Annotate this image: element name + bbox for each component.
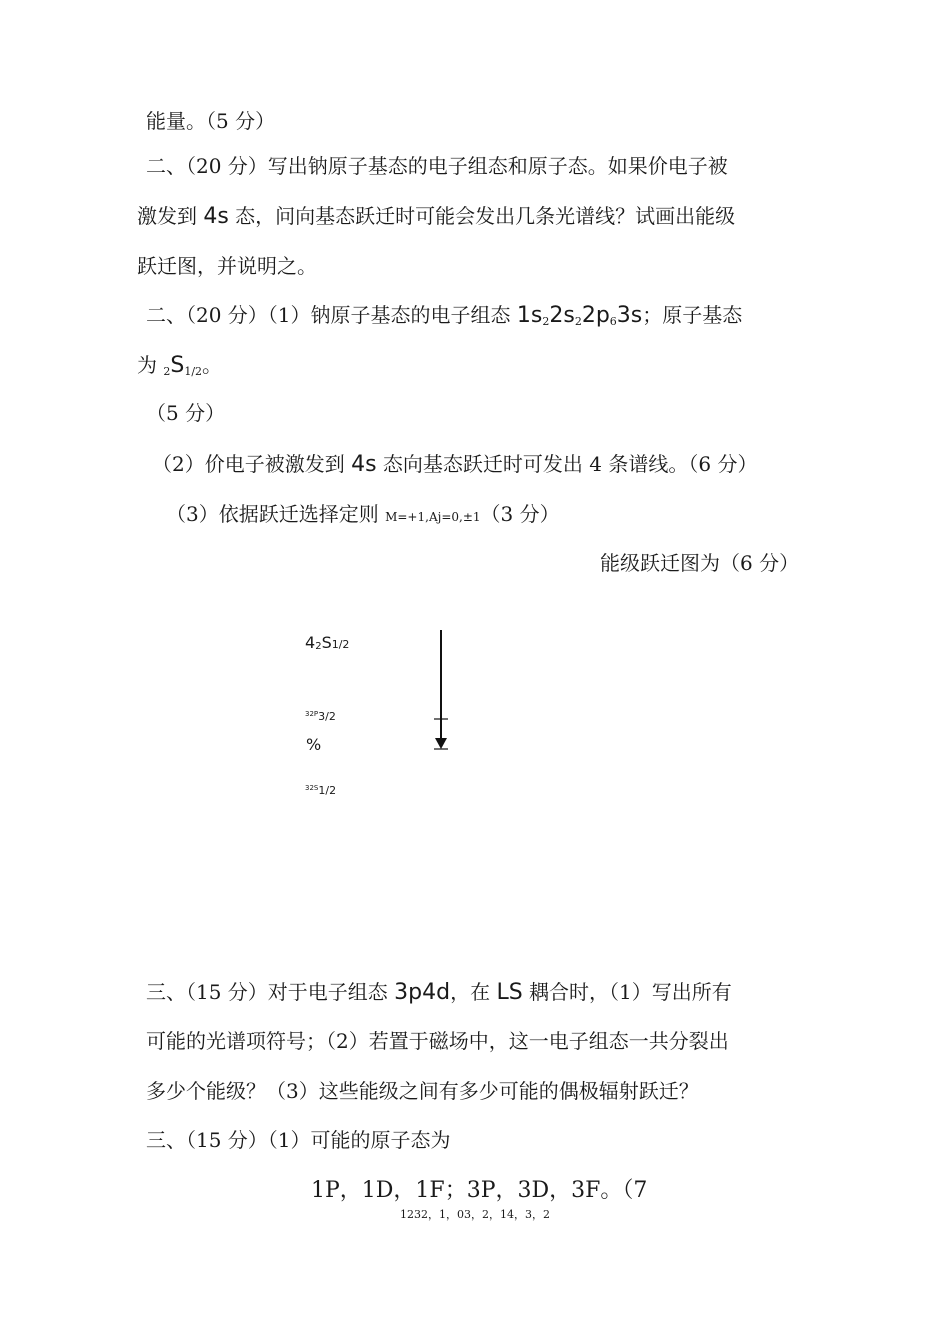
level-symbol: %	[306, 735, 322, 754]
question-3-line-2: 可能的光谱项符号；（2）若置于磁场中，这一电子组态一共分裂出	[146, 1029, 729, 1053]
question-3-title: 三、（15 分）对于电子组态 3p4d，在 LS 耦合时，（1）写出所有	[146, 980, 732, 1005]
question-2-line-2: 激发到 4s 态，问向基态跃迁时可能会发出几条光谱线？试画出能级	[137, 204, 736, 229]
diagram-caption: 能级跃迁图为（6 分）	[600, 551, 800, 575]
level-3s: $^{32S}$1/2	[305, 784, 337, 797]
answer-2-score: （5 分）	[146, 401, 226, 425]
answer-3-subscripts: 1232，1，03，2，14，3，2	[400, 1208, 550, 1221]
answer-2-part-3: （3）依据跃迁选择定则 M=+1,Aj=0,±1（3 分）	[166, 502, 560, 526]
question-2-line-3: 跃迁图，并说明之。	[137, 254, 317, 278]
arrow-head	[435, 738, 447, 749]
text-line-1: 能量。（5 分）	[146, 109, 276, 133]
answer-2-part-2: （2）价电子被激发到 4s 态向基态跃迁时可发出 4 条谱线。（6 分）	[152, 452, 758, 477]
level-3p: $^{32P}$3/2	[305, 710, 336, 723]
question-3-line-3: 多少个能级？（3）这些能级之间有多少可能的偶极辐射跃迁？	[146, 1079, 699, 1103]
question-2-title: 二、（20 分）写出钠原子基态的电子组态和原子态。如果价电子被	[146, 154, 728, 178]
level-4s: 42S1/2	[305, 633, 350, 652]
answer-3-states: 1P，1D，1F；3P，3D，3F。（7	[311, 1178, 648, 1203]
answer-2-line-1: 二、（20 分）（1）钠原子基态的电子组态 1s22s22p63s；原子基态	[146, 303, 743, 328]
answer-3-title: 三、（15 分）（1）可能的原子态为	[146, 1128, 451, 1152]
answer-2-line-2: 为 2S1/2。	[137, 353, 223, 378]
transition-arrow	[420, 625, 460, 755]
